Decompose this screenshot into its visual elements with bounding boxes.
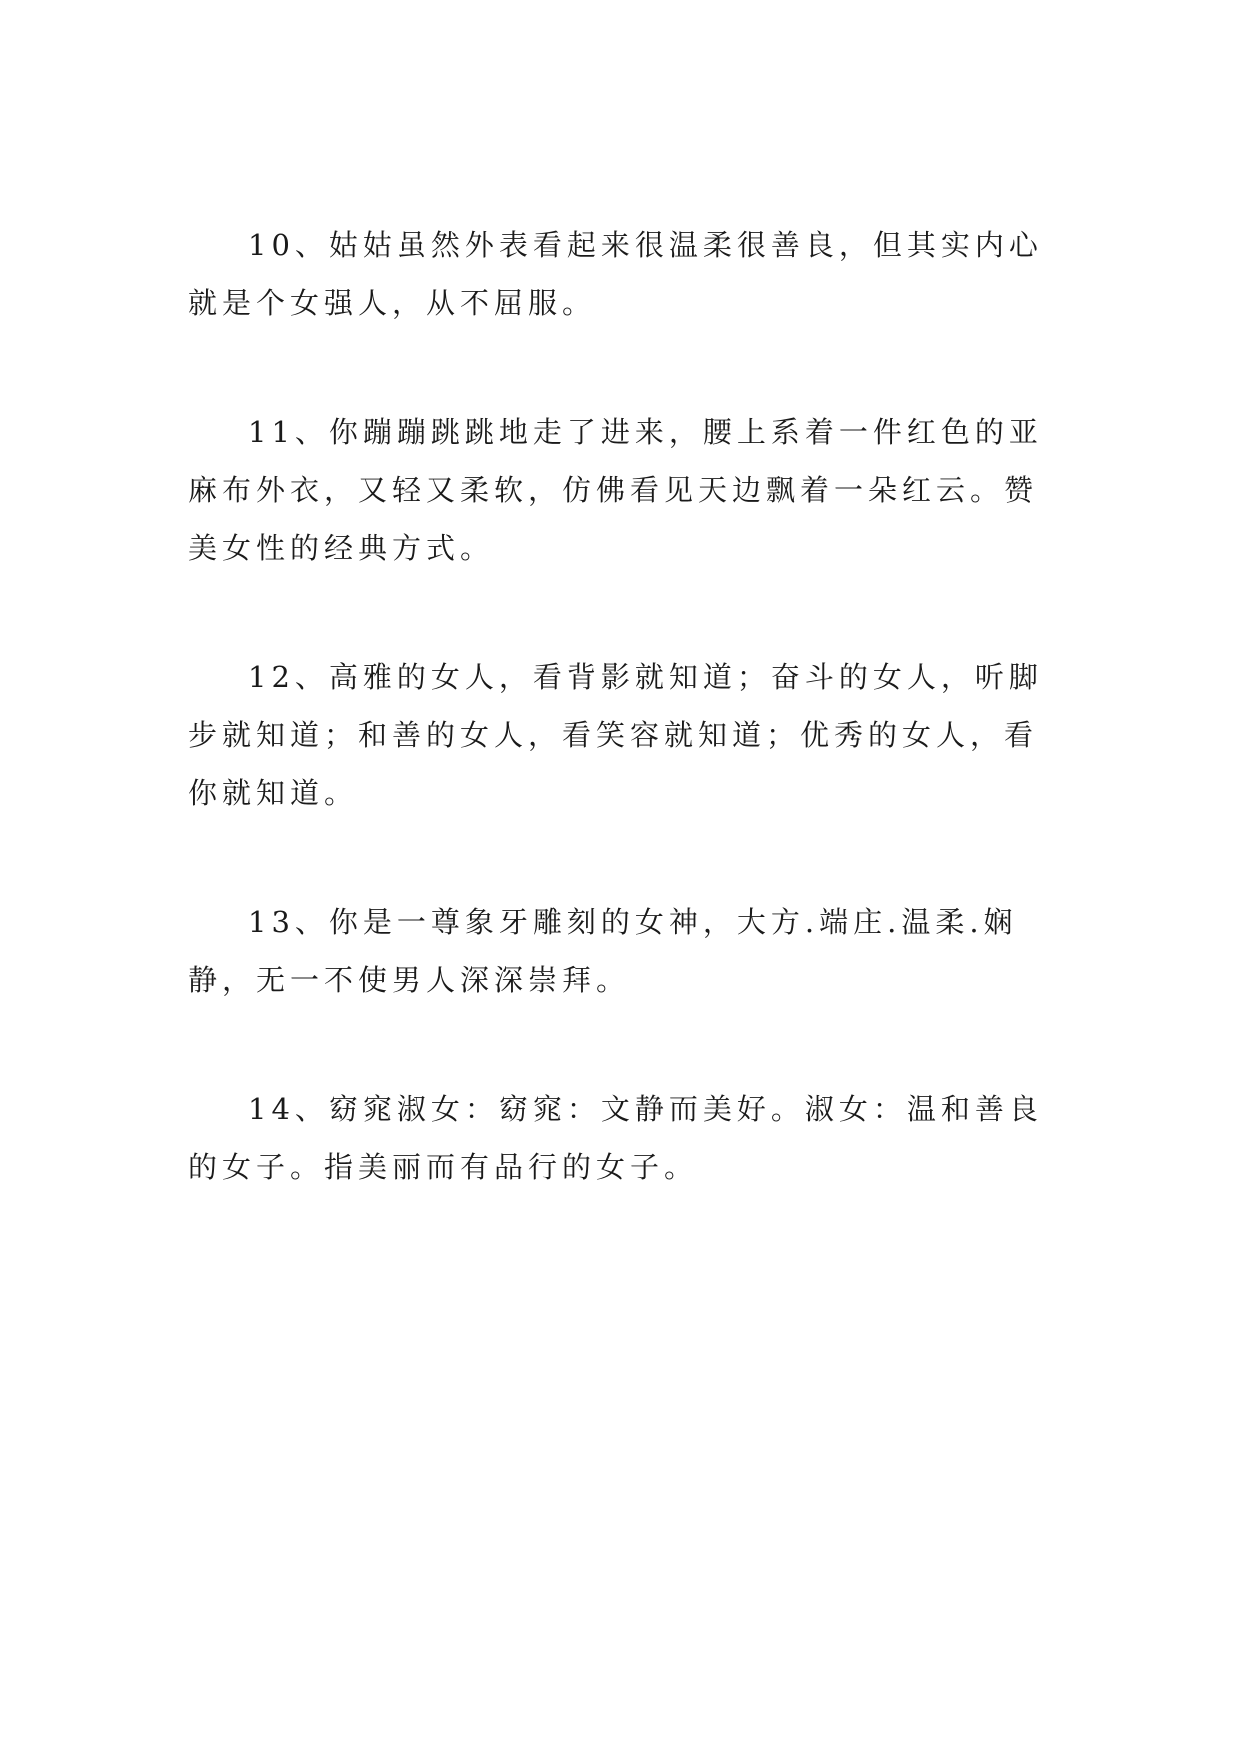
paragraph-10: 10、姑姑虽然外表看起来很温柔很善良，但其实内心就是个女强人，从不屈服。 <box>188 228 1043 320</box>
paragraph-12: 12、高雅的女人，看背影就知道；奋斗的女人，听脚步就知道；和善的女人，看笑容就知道；优秀的女人，看你就知道。 <box>188 660 1043 810</box>
document-body <box>188 216 1064 1196</box>
paragraph-13: 13、你是一尊象牙雕刻的女神，大方.端庄.温柔.娴静，无一不使男人深深崇拜。 <box>188 905 1018 997</box>
paragraph-14: 14、窈窕淑女：窈窕：文静而美好。淑女：温和善良的女子。指美丽而有品行的女子。 <box>188 1092 1043 1184</box>
paragraph-11: 11、你蹦蹦跳跳地走了进来，腰上系着一件红色的亚麻布外衣，又轻又柔软，仿佛看见天边飘着一朵红云。赞美女性的经典方式。 <box>188 415 1043 565</box>
